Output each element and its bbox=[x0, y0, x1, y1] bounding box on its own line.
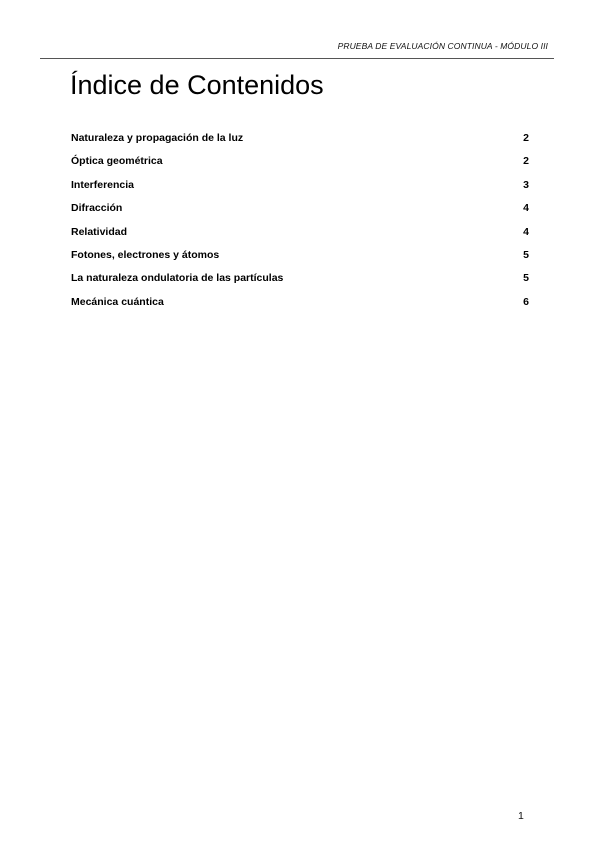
toc-entry-page: 4 bbox=[523, 202, 529, 215]
toc-entry-page: 6 bbox=[523, 295, 529, 308]
toc-entry-page: 4 bbox=[523, 225, 529, 238]
table-of-contents bbox=[71, 128, 529, 315]
toc-entry-label: La naturaleza ondulatoria de las partículas bbox=[71, 272, 284, 285]
page-number: 1 bbox=[518, 810, 524, 822]
toc-entry-label: Naturaleza y propagación de la luz bbox=[71, 132, 244, 144]
toc-entry-difraccion[interactable] bbox=[71, 198, 529, 221]
toc-entry-page: 2 bbox=[523, 132, 529, 144]
page-title: Índice de Contenidos bbox=[70, 70, 324, 100]
toc-entry-page: 5 bbox=[523, 248, 529, 261]
header-divider bbox=[40, 58, 554, 59]
toc-entry-optica-geometrica[interactable] bbox=[71, 151, 529, 174]
toc-entry-relatividad[interactable] bbox=[71, 222, 529, 245]
toc-entry-label: Difracción bbox=[71, 202, 123, 215]
toc-entry-fotones-electrones-atomos[interactable] bbox=[71, 245, 529, 268]
toc-entry-page: 5 bbox=[523, 272, 529, 285]
toc-entry-naturaleza-ondulatoria-particulas[interactable] bbox=[71, 268, 529, 291]
toc-entry-mecanica-cuantica[interactable] bbox=[71, 292, 529, 315]
toc-entry-interferencia[interactable] bbox=[71, 175, 529, 198]
running-header: PRUEBA DE EVALUACIÓN CONTINUA - MÓDULO III bbox=[337, 41, 548, 51]
toc-entry-label: Mecánica cuántica bbox=[71, 295, 164, 308]
toc-entry-page: 3 bbox=[523, 178, 529, 191]
toc-entry-naturaleza-propagacion-luz[interactable] bbox=[71, 128, 529, 151]
toc-entry-label: Interferencia bbox=[71, 178, 135, 191]
toc-entry-page: 2 bbox=[523, 155, 529, 168]
toc-entry-label: Fotones, electrones y átomos bbox=[71, 248, 220, 261]
toc-entry-label: Relatividad bbox=[71, 225, 128, 238]
toc-entry-label: Óptica geométrica bbox=[71, 155, 163, 168]
